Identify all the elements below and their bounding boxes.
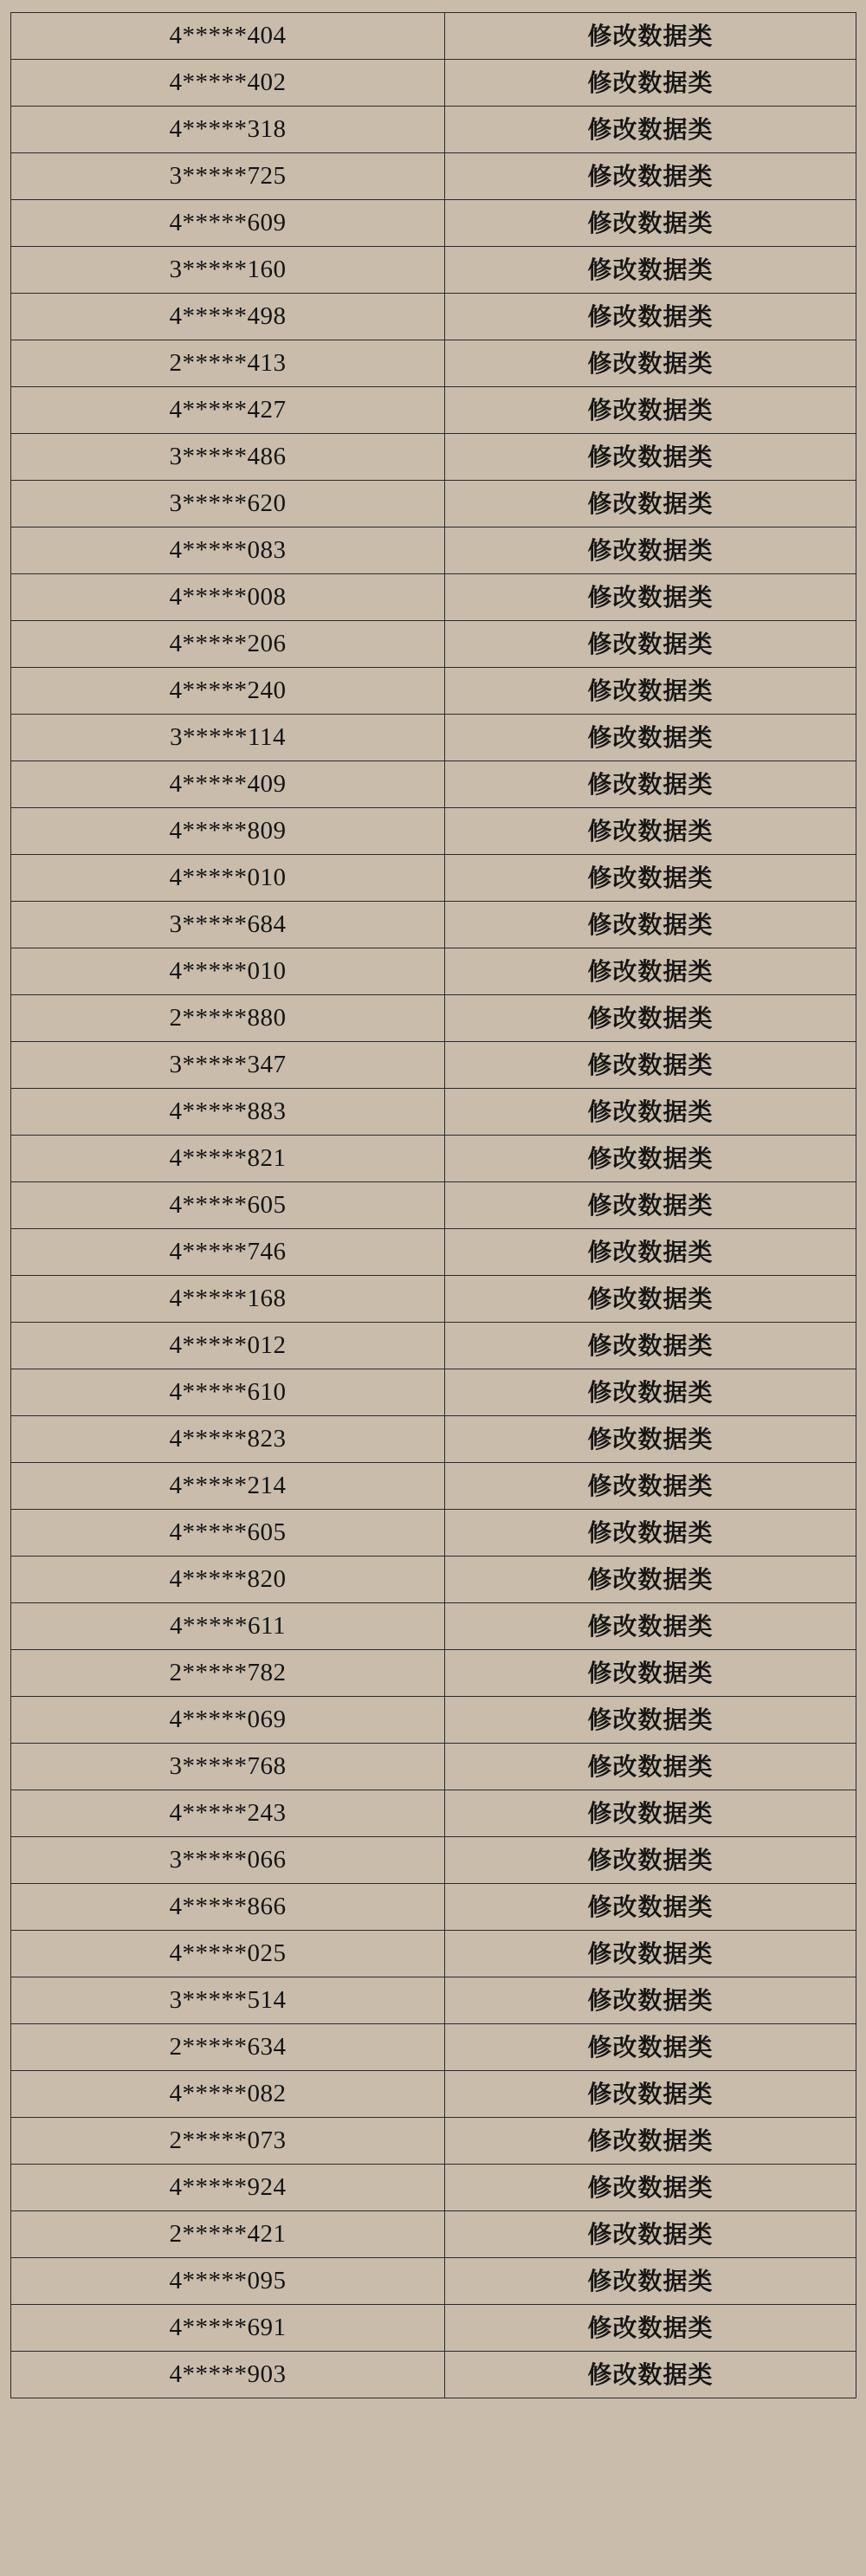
cell-record-type: 修改数据类 <box>445 2024 856 2071</box>
cell-record-type: 修改数据类 <box>445 2352 856 2398</box>
cell-record-type: 修改数据类 <box>445 2071 856 2118</box>
table-row <box>11 1510 856 1557</box>
table-row <box>11 107 856 153</box>
table-row <box>11 1744 856 1790</box>
cell-record-type: 修改数据类 <box>445 715 856 761</box>
cell-record-type: 修改数据类 <box>445 2305 856 2352</box>
cell-record-type: 修改数据类 <box>445 387 856 434</box>
cell-record-id: 4*****866 <box>11 1884 445 1931</box>
table-row <box>11 13 856 60</box>
cell-record-type: 修改数据类 <box>445 668 856 715</box>
table-row <box>11 153 856 200</box>
cell-record-type: 修改数据类 <box>445 1042 856 1089</box>
data-table-container <box>10 12 856 2398</box>
table-row <box>11 2071 856 2118</box>
table-row <box>11 1136 856 1182</box>
cell-record-id: 4*****427 <box>11 387 445 434</box>
table-row <box>11 434 856 481</box>
cell-record-type: 修改数据类 <box>445 2118 856 2165</box>
records-table <box>10 12 856 2398</box>
cell-record-type: 修改数据类 <box>445 1744 856 1790</box>
table-row <box>11 2352 856 2398</box>
table-row <box>11 1884 856 1931</box>
cell-record-id: 4*****610 <box>11 1369 445 1416</box>
table-row <box>11 294 856 340</box>
cell-record-id: 2*****421 <box>11 2211 445 2258</box>
cell-record-type: 修改数据类 <box>445 527 856 574</box>
cell-record-id: 4*****082 <box>11 2071 445 2118</box>
cell-record-id: 4*****924 <box>11 2165 445 2211</box>
cell-record-id: 4*****069 <box>11 1697 445 1744</box>
cell-record-id: 4*****318 <box>11 107 445 153</box>
cell-record-id: 3*****684 <box>11 902 445 948</box>
cell-record-type: 修改数据类 <box>445 1884 856 1931</box>
cell-record-type: 修改数据类 <box>445 855 856 902</box>
cell-record-type: 修改数据类 <box>445 294 856 340</box>
cell-record-id: 3*****620 <box>11 481 445 527</box>
table-body <box>11 13 856 2398</box>
cell-record-type: 修改数据类 <box>445 340 856 387</box>
table-row <box>11 200 856 247</box>
cell-record-id: 3*****114 <box>11 715 445 761</box>
cell-record-type: 修改数据类 <box>445 2211 856 2258</box>
table-row <box>11 995 856 1042</box>
cell-record-id: 4*****409 <box>11 761 445 808</box>
table-row <box>11 60 856 107</box>
cell-record-type: 修改数据类 <box>445 1603 856 1650</box>
cell-record-id: 4*****609 <box>11 200 445 247</box>
cell-record-id: 4*****903 <box>11 2352 445 2398</box>
cell-record-id: 4*****402 <box>11 60 445 107</box>
table-row <box>11 1042 856 1089</box>
cell-record-type: 修改数据类 <box>445 1369 856 1416</box>
cell-record-type: 修改数据类 <box>445 481 856 527</box>
cell-record-type: 修改数据类 <box>445 1510 856 1557</box>
table-row <box>11 2118 856 2165</box>
cell-record-type: 修改数据类 <box>445 1089 856 1136</box>
cell-record-type: 修改数据类 <box>445 200 856 247</box>
cell-record-id: 4*****083 <box>11 527 445 574</box>
cell-record-id: 4*****820 <box>11 1557 445 1603</box>
cell-record-id: 2*****782 <box>11 1650 445 1697</box>
cell-record-type: 修改数据类 <box>445 1977 856 2024</box>
table-row <box>11 2305 856 2352</box>
cell-record-id: 3*****486 <box>11 434 445 481</box>
cell-record-type: 修改数据类 <box>445 902 856 948</box>
cell-record-id: 4*****240 <box>11 668 445 715</box>
cell-record-type: 修改数据类 <box>445 2165 856 2211</box>
cell-record-id: 4*****243 <box>11 1790 445 1837</box>
cell-record-id: 2*****880 <box>11 995 445 1042</box>
table-row <box>11 1089 856 1136</box>
cell-record-id: 2*****634 <box>11 2024 445 2071</box>
cell-record-id: 4*****746 <box>11 1229 445 1276</box>
cell-record-type: 修改数据类 <box>445 1182 856 1229</box>
cell-record-id: 4*****809 <box>11 808 445 855</box>
cell-record-id: 4*****010 <box>11 855 445 902</box>
table-row <box>11 948 856 995</box>
table-row <box>11 1182 856 1229</box>
table-row <box>11 1931 856 1977</box>
cell-record-type: 修改数据类 <box>445 995 856 1042</box>
cell-record-type: 修改数据类 <box>445 1697 856 1744</box>
cell-record-type: 修改数据类 <box>445 808 856 855</box>
cell-record-id: 4*****095 <box>11 2258 445 2305</box>
cell-record-type: 修改数据类 <box>445 153 856 200</box>
cell-record-type: 修改数据类 <box>445 574 856 621</box>
cell-record-type: 修改数据类 <box>445 1931 856 1977</box>
cell-record-id: 4*****605 <box>11 1182 445 1229</box>
table-row <box>11 527 856 574</box>
cell-record-id: 4*****010 <box>11 948 445 995</box>
table-row <box>11 1416 856 1463</box>
cell-record-type: 修改数据类 <box>445 13 856 60</box>
table-row <box>11 1697 856 1744</box>
table-row <box>11 340 856 387</box>
cell-record-id: 3*****768 <box>11 1744 445 1790</box>
table-row <box>11 2258 856 2305</box>
cell-record-id: 4*****611 <box>11 1603 445 1650</box>
cell-record-type: 修改数据类 <box>445 761 856 808</box>
table-row <box>11 574 856 621</box>
cell-record-id: 2*****073 <box>11 2118 445 2165</box>
cell-record-type: 修改数据类 <box>445 247 856 294</box>
table-row <box>11 1463 856 1510</box>
cell-record-id: 4*****605 <box>11 1510 445 1557</box>
cell-record-type: 修改数据类 <box>445 107 856 153</box>
cell-record-type: 修改数据类 <box>445 1557 856 1603</box>
table-row <box>11 1650 856 1697</box>
cell-record-type: 修改数据类 <box>445 1790 856 1837</box>
cell-record-id: 2*****413 <box>11 340 445 387</box>
cell-record-id: 4*****821 <box>11 1136 445 1182</box>
table-row <box>11 1837 856 1884</box>
cell-record-id: 4*****823 <box>11 1416 445 1463</box>
cell-record-id: 4*****404 <box>11 13 445 60</box>
cell-record-type: 修改数据类 <box>445 1136 856 1182</box>
cell-record-type: 修改数据类 <box>445 60 856 107</box>
cell-record-id: 3*****514 <box>11 1977 445 2024</box>
table-row <box>11 2211 856 2258</box>
cell-record-type: 修改数据类 <box>445 1837 856 1884</box>
cell-record-id: 4*****883 <box>11 1089 445 1136</box>
table-row <box>11 808 856 855</box>
table-row <box>11 1323 856 1369</box>
table-row <box>11 668 856 715</box>
table-row <box>11 761 856 808</box>
cell-record-type: 修改数据类 <box>445 1229 856 1276</box>
table-row <box>11 1603 856 1650</box>
cell-record-type: 修改数据类 <box>445 1276 856 1323</box>
table-row <box>11 1369 856 1416</box>
cell-record-id: 4*****206 <box>11 621 445 668</box>
table-row <box>11 902 856 948</box>
cell-record-type: 修改数据类 <box>445 2258 856 2305</box>
cell-record-id: 4*****168 <box>11 1276 445 1323</box>
table-row <box>11 1790 856 1837</box>
cell-record-id: 3*****066 <box>11 1837 445 1884</box>
cell-record-id: 3*****160 <box>11 247 445 294</box>
cell-record-type: 修改数据类 <box>445 434 856 481</box>
cell-record-id: 4*****691 <box>11 2305 445 2352</box>
cell-record-id: 4*****498 <box>11 294 445 340</box>
cell-record-type: 修改数据类 <box>445 948 856 995</box>
cell-record-id: 4*****025 <box>11 1931 445 1977</box>
table-row <box>11 855 856 902</box>
cell-record-id: 4*****012 <box>11 1323 445 1369</box>
table-row <box>11 247 856 294</box>
table-row <box>11 2165 856 2211</box>
cell-record-id: 3*****725 <box>11 153 445 200</box>
cell-record-type: 修改数据类 <box>445 621 856 668</box>
table-row <box>11 481 856 527</box>
table-row <box>11 1276 856 1323</box>
cell-record-type: 修改数据类 <box>445 1650 856 1697</box>
cell-record-type: 修改数据类 <box>445 1463 856 1510</box>
table-row <box>11 2024 856 2071</box>
table-row <box>11 715 856 761</box>
table-row <box>11 1557 856 1603</box>
cell-record-id: 4*****008 <box>11 574 445 621</box>
cell-record-type: 修改数据类 <box>445 1323 856 1369</box>
table-row <box>11 1977 856 2024</box>
cell-record-id: 4*****214 <box>11 1463 445 1510</box>
table-row <box>11 387 856 434</box>
cell-record-id: 3*****347 <box>11 1042 445 1089</box>
table-row <box>11 1229 856 1276</box>
cell-record-type: 修改数据类 <box>445 1416 856 1463</box>
table-row <box>11 621 856 668</box>
